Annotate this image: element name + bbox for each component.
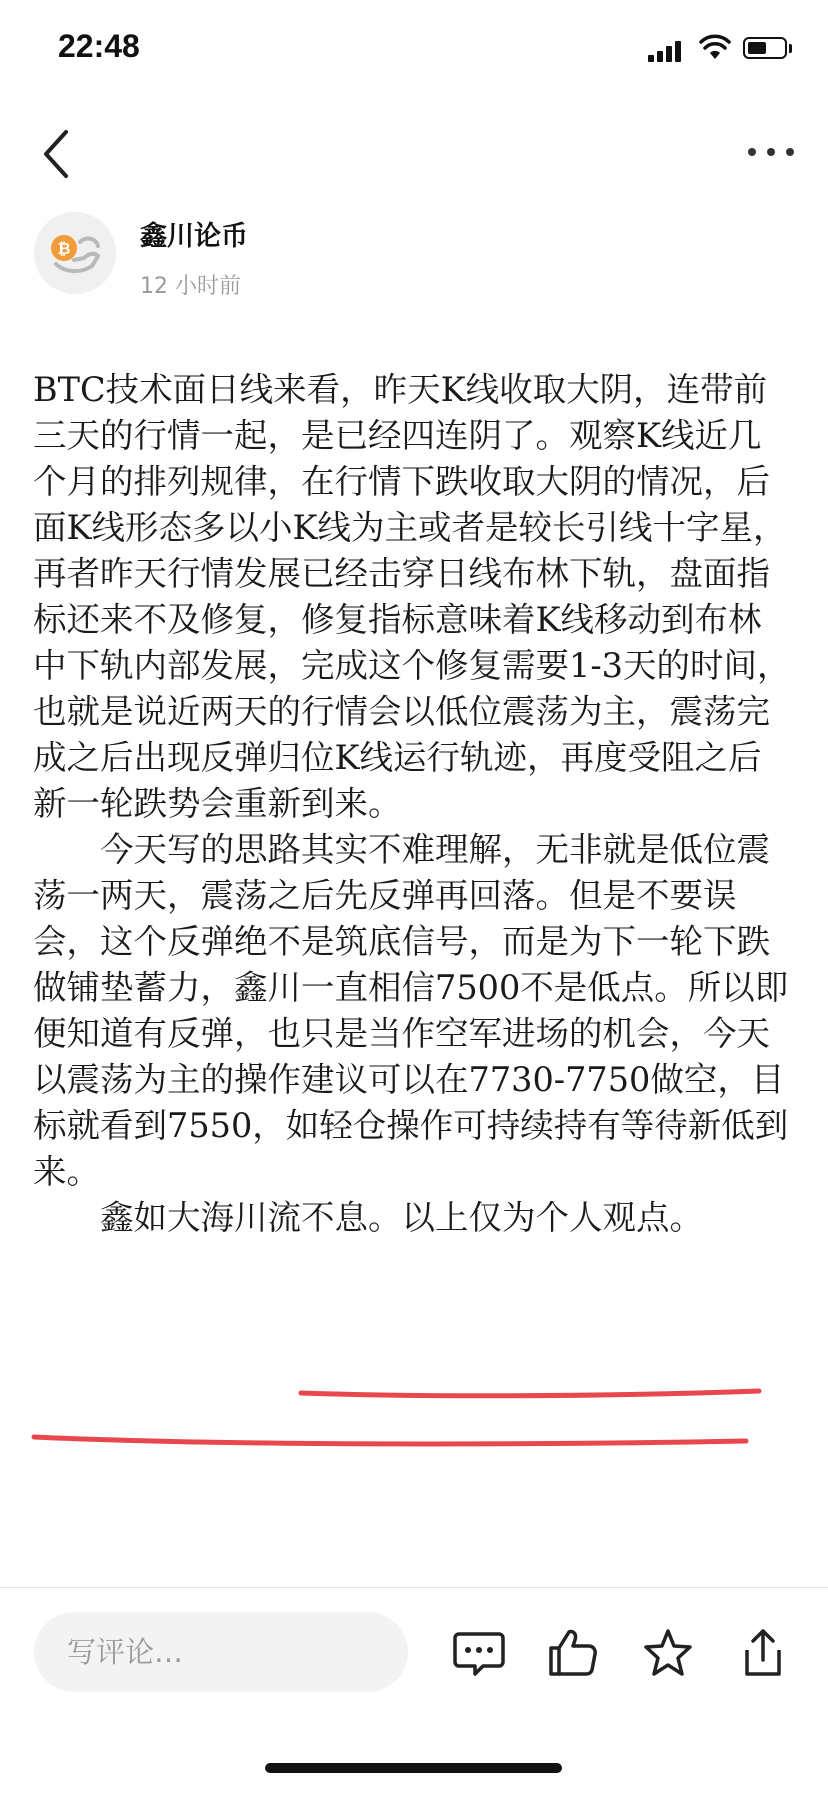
article-paragraph-2-text: 今天写的思路其实不难理解，无非就是低位震荡一两天，震荡之后先反弹再回落。但是不要误会，这个反弹绝不是筑底信号，而是为下一轮下跌做铺垫蓄力，鑫川一直相信7500不是低点。所以即便知道有反弹，也只是当作空军进场的机会， xyxy=(33,830,789,1053)
more-dots-icon[interactable] xyxy=(746,138,796,164)
comment-icon[interactable] xyxy=(451,1626,507,1680)
article-paragraph-1: BTC技术面日线来看，昨天K线收取大阴，连带前三天的行情一起，是已经四连阴了。观察K线近几个月的排列规律，在行情下跌收取大阴的情况，后面K线形态多以小K线为主或者是较长引线十字星，再者昨天行情发展已经击穿日线布林下轨，盘面指标还来不及修复，修复指标意味着K线移动到布林中下轨内部发展，完成这个修复需要1-3天的时间，也就是说近两天的行情会以低位震荡为主，震荡完成之后出现反弹归位K线运行轨迹，再度受阻之后新一轮跌势会重新到来。 xyxy=(33,370,791,823)
wifi-icon xyxy=(699,33,731,61)
battery-tip xyxy=(789,44,792,53)
share-icon[interactable] xyxy=(735,1626,791,1680)
article-paragraph-3: 鑫如大海川流不息。以上仅为个人观点。 xyxy=(100,1198,703,1237)
home-indicator[interactable] xyxy=(265,1763,562,1773)
article-body xyxy=(33,367,793,1241)
battery-icon xyxy=(743,37,787,59)
star-icon[interactable] xyxy=(640,1626,696,1680)
highlighted-advice-text: 今天以震荡为主的操作建议可以在7730-7750做空，目标就看到7550，如轻仓操作可持续持有等待新低到来。 xyxy=(33,1014,789,1191)
handwritten-underline-mark xyxy=(30,1432,750,1450)
avatar[interactable] xyxy=(34,212,116,294)
svg-text:₿: ₿ xyxy=(57,239,71,258)
bottom-action-bar xyxy=(0,1587,828,1793)
back-chevron-left-icon[interactable] xyxy=(36,124,80,184)
signal-icon xyxy=(648,38,684,62)
handwritten-underline-mark xyxy=(297,1385,764,1401)
comment-input[interactable]: 写评论… xyxy=(34,1612,408,1692)
thumbs-up-icon[interactable] xyxy=(545,1626,601,1680)
author-name[interactable]: 鑫川论币 xyxy=(140,221,248,252)
article-paragraph-2 xyxy=(33,827,793,1195)
status-time: 22:48 xyxy=(58,28,140,64)
bitcoin-hand-logo-icon xyxy=(34,212,116,294)
status-bar xyxy=(0,0,828,100)
post-timestamp: 12 小时前 xyxy=(140,274,241,299)
